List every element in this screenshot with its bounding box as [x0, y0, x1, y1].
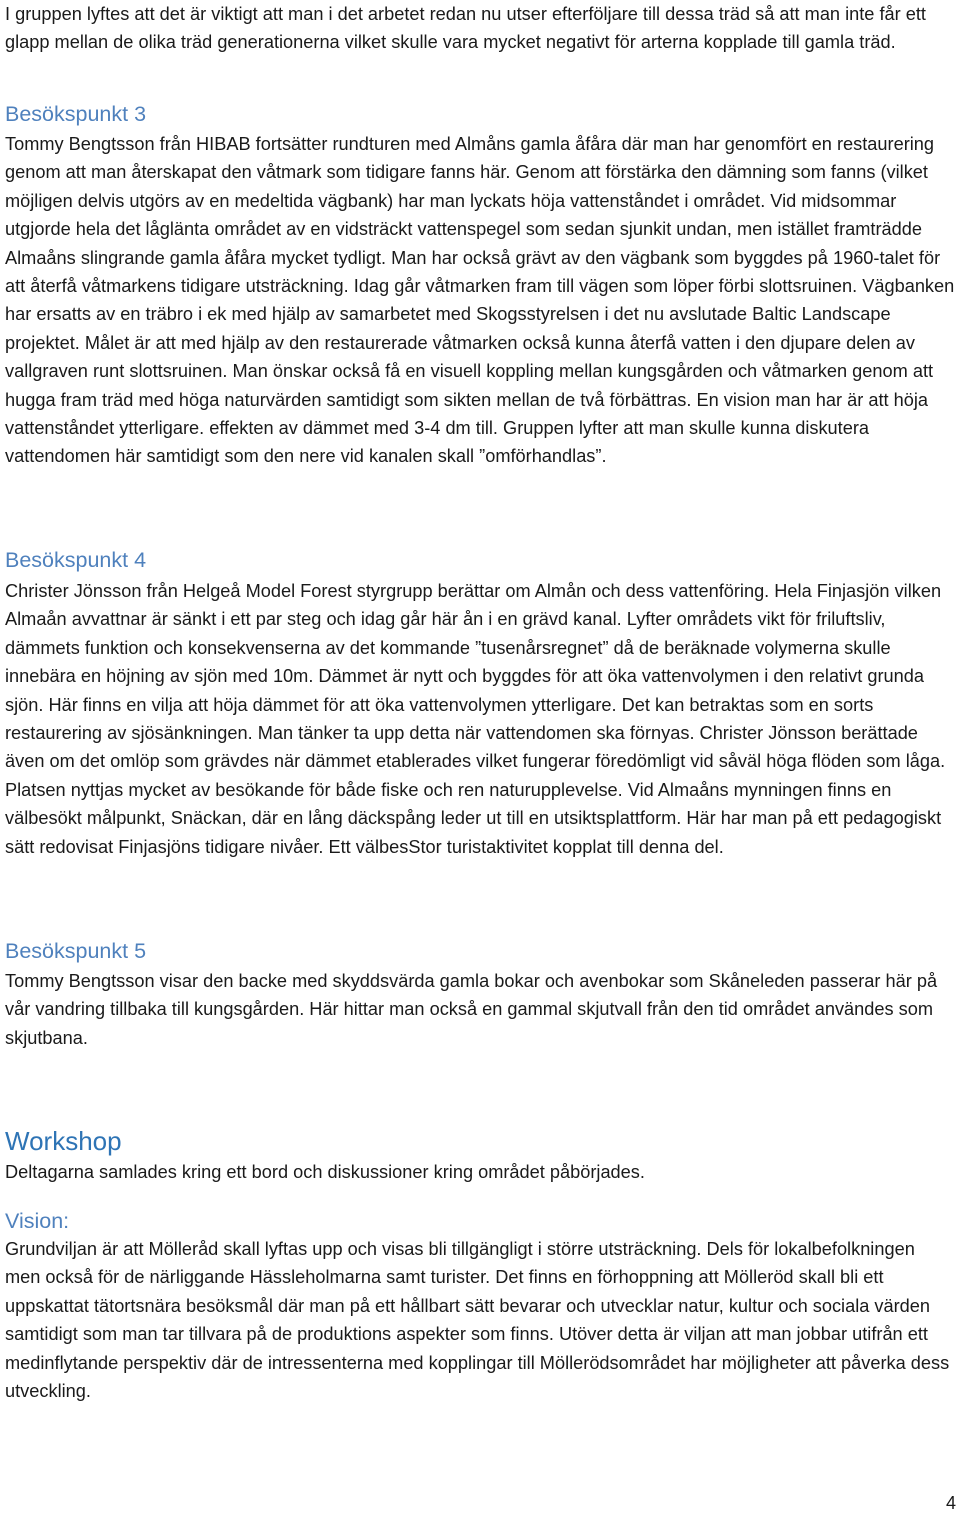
- vision-paragraph: Grundviljan är att Mölleråd skall lyftas upp och visas bli tillgängligt i större utsträckning. Dels för lokalbefolkningen men också för de närliggande Hässleholmarna samt turister. Det finns en förhoppning att Mölleröd skall bli ett uppskattat tätortsnära besöksmål där man på ett hållbart sätt bevarar och utvecklar natur, kultur och sociala värden samtidigt som man tar tillvara på de produktions aspekter som finns. Utöver detta är viljan att man jobbar utifrån ett medinflytande perspektiv där de intressenterna med kopplingar till Möllerödsområdet har möjligheter att påverka dess utveckling.: [5, 1239, 950, 1402]
- intro-paragraph: I gruppen lyftes att det är viktigt att man i det arbetet redan nu utser efterföljare till dessa träd så att man inte får ett glapp mellan de olika träd generationerna vilket skulle vara mycket negativt för arterna kopplade till gamla träd.: [5, 4, 926, 53]
- besokspunkt-5-paragraph: Tommy Bengtsson visar den backe med skyddsvärda gamla bokar och avenbokar som Skåneleden passerar här på vår vandring tillbaka till kungsgården. Här hittar man också en gammal skjutvall från den tid området användes som skjutbana.: [5, 971, 938, 1048]
- page-number: 4: [945, 1493, 956, 1513]
- vision-heading: Vision:: [5, 1209, 70, 1233]
- besokspunkt-5-heading: Besökspunkt 5: [5, 939, 147, 963]
- besokspunkt-3-paragraph: Tommy Bengtsson från HIBAB fortsätter rundturen med Almåns gamla åfåra där man har genomfört en restaurering genom att man återskapat den våtmark som tidigare fanns här. Genom att förstärka den dämning som fanns (vilket möjligen delvis utgörs av en medeltida vägbank) har man lyckats höja vattenståndet i området. Vid midsommar utgjorde hela det låglänta området av en vidsträckt vattenspegel som sedan sjunkit undan, men istället framträdde Almaåns slingrande gamla åfåra mycket tydligt. Man har också grävt av den vägbank som byggdes på 1960-talet för att återfå våtmarkens tidigare utsträckning. Idag går våtmarken fram till vägen som löper förbi slottsruinen. Vägbanken har ersatts av en träbro i ek med hjälp av samarbetet med Skogsstyrelsen i det nu avslutade Baltic Landscape projektet. Målet är att med hjälp av den restaurerade våtmarken också kunna återfå vatten i den djupare delen av vallgraven runt slottsruinen. Man önskar också få en visuell koppling mellan kungsgården och våtmarken genom att hugga fram träd med höga naturvärden samtidigt som sikten mellan de två förbättras. En vision man har är att höja vattenståndet ytterligare. effekten av dämmet med 3-4 dm till. Gruppen lyfter att man skulle kunna diskutera vattendomen här samtidigt som den nere vid kanalen skall ”omförhandlas”.: [5, 134, 955, 467]
- workshop-paragraph: Deltagarna samlades kring ett bord och diskussioner kring området påbörjades.: [5, 1162, 645, 1182]
- besokspunkt-4-paragraph: Christer Jönsson från Helgeå Model Forest styrgrupp berättar om Almån och dess vattenföring. Hela Finjasjön vilken Almaån avvattnar är sänkt i ett par steg och idag går här ån i en grävd kanal. Lyfter områdets vikt för friluftsliv, dämmets funktion och konsekvenserna av det kommande ”tusenårsregnet” då de beräknade volymerna skulle innebära en höjning av sjön med 10m. Dämmet är nytt och byggdes för att öka vattenvolymen i den relativt grunda sjön. Här finns en vilja att höja dämmet för att öka vattenvolymen ytterligare. Det kan betraktas som en sorts restaurering av sjösänkningen. Man tänker ta upp detta när vattendomen ska förnyas. Christer Jönsson berättade även om det omlöp som grävdes när dämmet etablerades vilket fungerar föredömligt vid såväl höga flöden som låga. Platsen nyttjas mycket av besökande för både fiske och ren naturupplevelse. Vid Almaåns mynningen finns en välbesökt målpunkt, Snäckan, där en lång däckspång leder ut till en utsiktsplattform. Här har man på ett pedagogiskt sätt redovisat Finjasjöns tidigare nivåer. Ett välbesStor turistaktivitet kopplat till denna del.: [5, 581, 946, 857]
- besokspunkt-4-heading: Besökspunkt 4: [5, 548, 147, 572]
- besokspunkt-3-heading: Besökspunkt 3: [5, 102, 147, 126]
- workshop-heading: Workshop: [5, 1126, 122, 1156]
